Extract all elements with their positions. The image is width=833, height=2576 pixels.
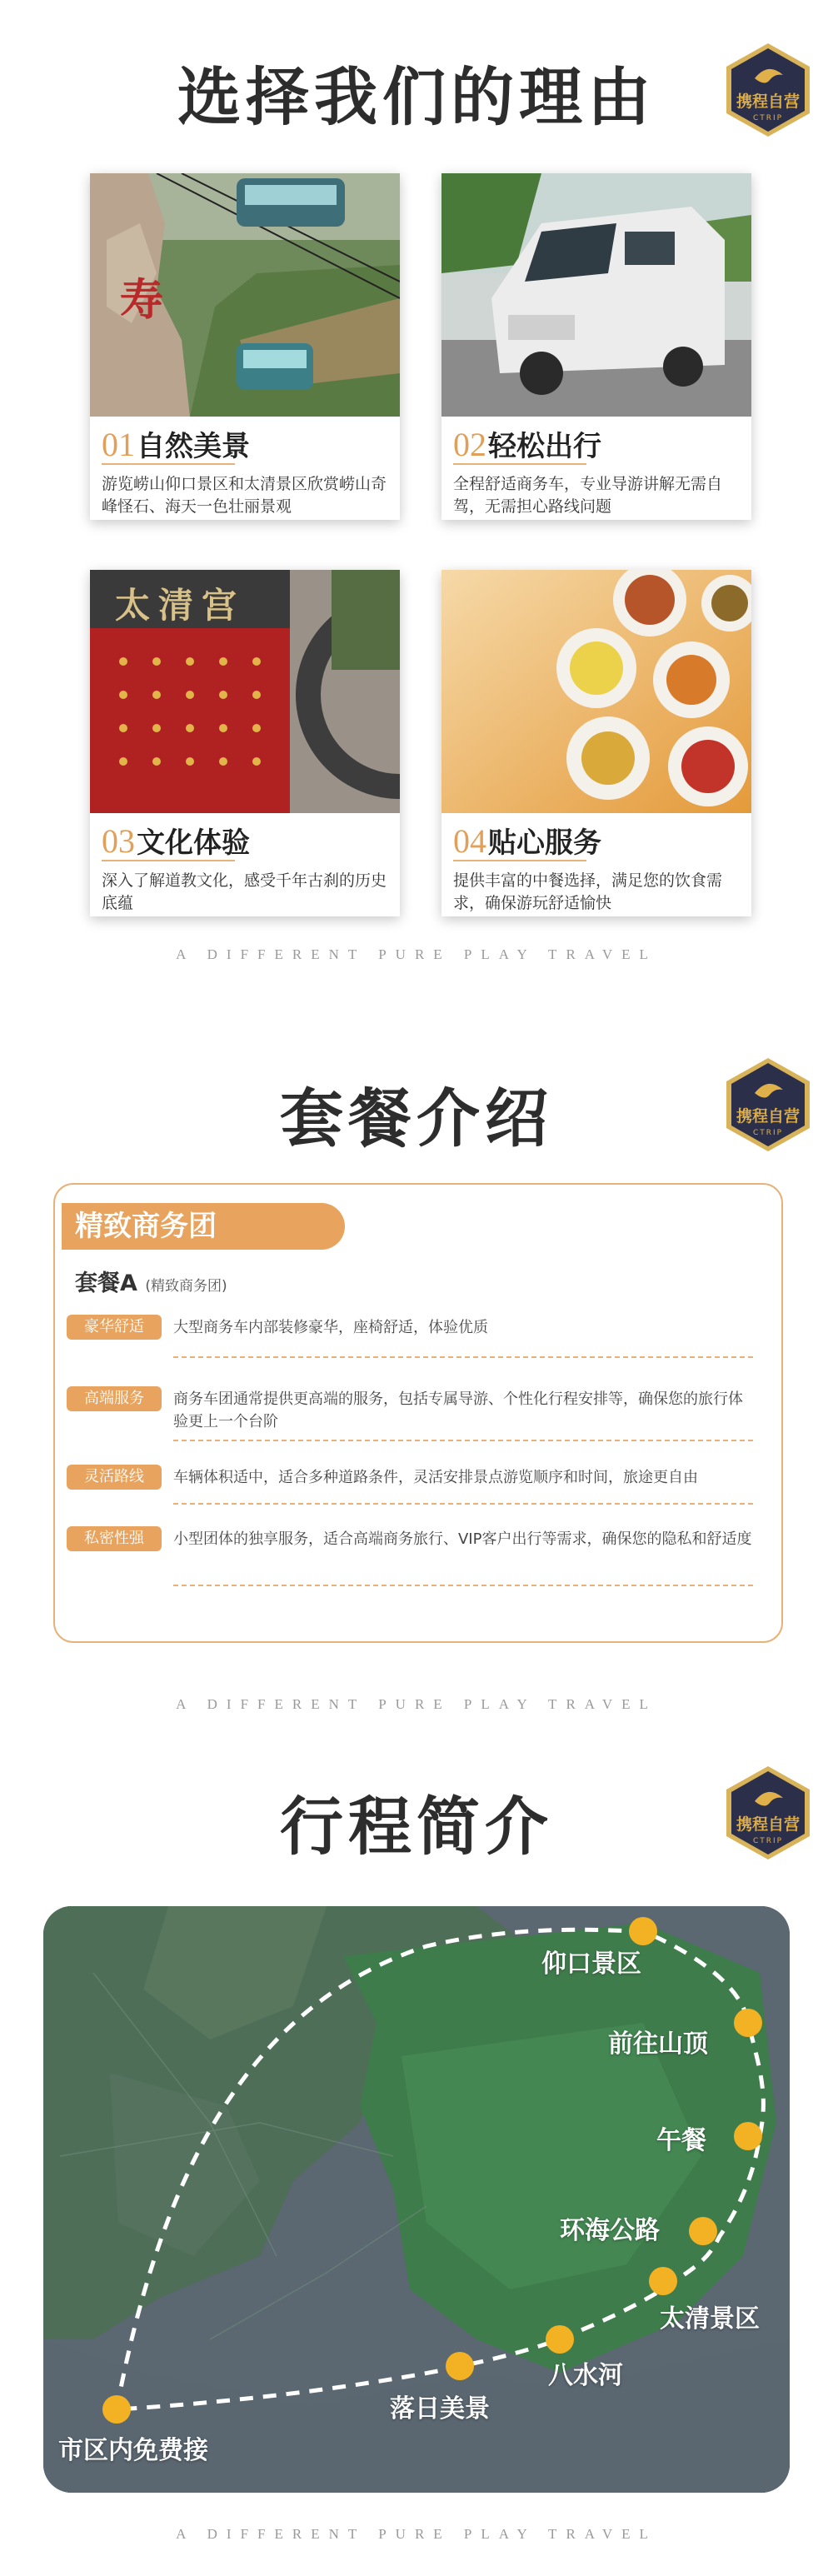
svg-text:CTRIP: CTRIP <box>752 1837 784 1845</box>
tagline: A DIFFERENT PURE PLAY TRAVEL <box>176 946 657 962</box>
section-title-packages: 套餐介绍 <box>280 1081 553 1156</box>
svg-text:CTRIP: CTRIP <box>752 1129 784 1137</box>
route-map <box>43 1906 790 2493</box>
feature-tag: 高端服务 <box>67 1386 162 1411</box>
card-description: 提供丰富的中餐选择，满足您的饮食需求，确保游玩舒适愉快 <box>453 871 723 912</box>
package-subtitle: 套餐A (精致商务团) <box>75 1271 227 1296</box>
stop-label-sunset: 落日美景 <box>390 2394 490 2424</box>
business-van-photo <box>441 173 751 417</box>
svg-text:携程自营: 携程自营 <box>736 92 801 111</box>
ctrip-badge-logo <box>721 1763 815 1863</box>
feature-tag: 灵活路线 <box>67 1465 162 1490</box>
package-name: 精致商务团 <box>62 1203 345 1250</box>
tagline: A DIFFERENT PURE PLAY TRAVEL <box>176 1696 657 1712</box>
route-stop-dot <box>649 2267 677 2295</box>
card-title-rule <box>102 463 235 465</box>
gate-plaque-text: 太清宫 <box>115 585 246 626</box>
reason-card-culture <box>90 570 400 916</box>
stop-label-taiqing: 太清景区 <box>660 2304 760 2334</box>
taiqing-palace-gate-photo <box>90 570 400 813</box>
stop-label-bashuihe: 八水河 <box>548 2361 623 2390</box>
package-card <box>53 1183 783 1643</box>
stop-label-pickup: 市区内免费接 <box>58 2436 208 2465</box>
card-title-rule <box>453 860 586 861</box>
reason-card-nature <box>90 173 400 520</box>
card-title: 02轻松出行 <box>453 426 601 463</box>
reason-card-travel <box>441 173 751 520</box>
section-title-itinerary: 行程简介 <box>280 1790 553 1864</box>
reason-card-service <box>441 570 751 916</box>
svg-text:携程自营: 携程自营 <box>736 1107 801 1126</box>
feature-text: 商务车团通常提供更高端的服务，包括专属导游、个性化行程安排等，确保您的旅行体验更上一个台阶 <box>173 1390 743 1430</box>
ctrip-badge-logo <box>721 1055 815 1155</box>
dashed-divider <box>173 1585 753 1586</box>
route-stop-dot <box>734 2009 762 2037</box>
stop-label-yangkou: 仰口景区 <box>541 1949 641 1979</box>
stop-label-summit: 前往山顶 <box>608 2029 708 2059</box>
route-stop-dot <box>546 2325 574 2354</box>
feature-text: 小型团体的独享服务，适合高端商务旅行、VIP客户出行等需求，确保您的隐私和舒适度 <box>173 1530 752 1548</box>
feature-tag: 私密性强 <box>67 1526 162 1551</box>
stop-label-lunch: 午餐 <box>656 2126 706 2155</box>
package-subtitle-note: (精致商务团) <box>145 1278 227 1295</box>
cable-car-mountain-photo <box>90 173 400 417</box>
card-title: 04贴心服务 <box>453 822 601 860</box>
svg-text:携程自营: 携程自营 <box>736 1815 801 1834</box>
svg-text:CTRIP: CTRIP <box>752 114 784 122</box>
chinese-dishes-photo <box>441 570 751 813</box>
feature-text: 大型商务车内部装修豪华，座椅舒适，体验优质 <box>173 1319 488 1336</box>
feature-tag: 豪华舒适 <box>67 1315 162 1340</box>
card-title: 01自然美景 <box>102 426 250 463</box>
section-title-reasons: 选择我们的理由 <box>177 60 656 134</box>
feature-text: 车辆体积适中，适合多种道路条件，灵活安排景点游览顺序和时间，旅途更自由 <box>173 1469 698 1486</box>
svg-text:寿: 寿 <box>120 275 164 326</box>
tagline: A DIFFERENT PURE PLAY TRAVEL <box>176 2526 657 2542</box>
stop-label-coastal-road: 环海公路 <box>560 2216 660 2245</box>
route-stop-dot <box>689 2217 717 2245</box>
card-description: 全程舒适商务车，专业导游讲解无需自驾，无需担心路线问题 <box>453 475 723 516</box>
card-title-rule <box>102 860 235 861</box>
route-stop-dot <box>629 1917 657 1945</box>
route-stop-dot <box>734 2122 762 2150</box>
dashed-divider <box>173 1503 753 1505</box>
dashed-divider <box>173 1356 753 1358</box>
card-title-rule <box>453 463 586 465</box>
card-description: 游览崂山仰口景区和太清景区欣赏崂山奇峰怪石、海天一色壮丽景观 <box>102 475 387 516</box>
card-description: 深入了解道教文化，感受千年古刹的历史底蕴 <box>102 871 387 912</box>
ctrip-badge-logo <box>721 40 815 140</box>
route-stop-dot <box>102 2395 131 2424</box>
card-title: 03文化体验 <box>102 822 250 860</box>
dashed-divider <box>173 1440 753 1441</box>
route-stop-dot <box>446 2352 474 2380</box>
